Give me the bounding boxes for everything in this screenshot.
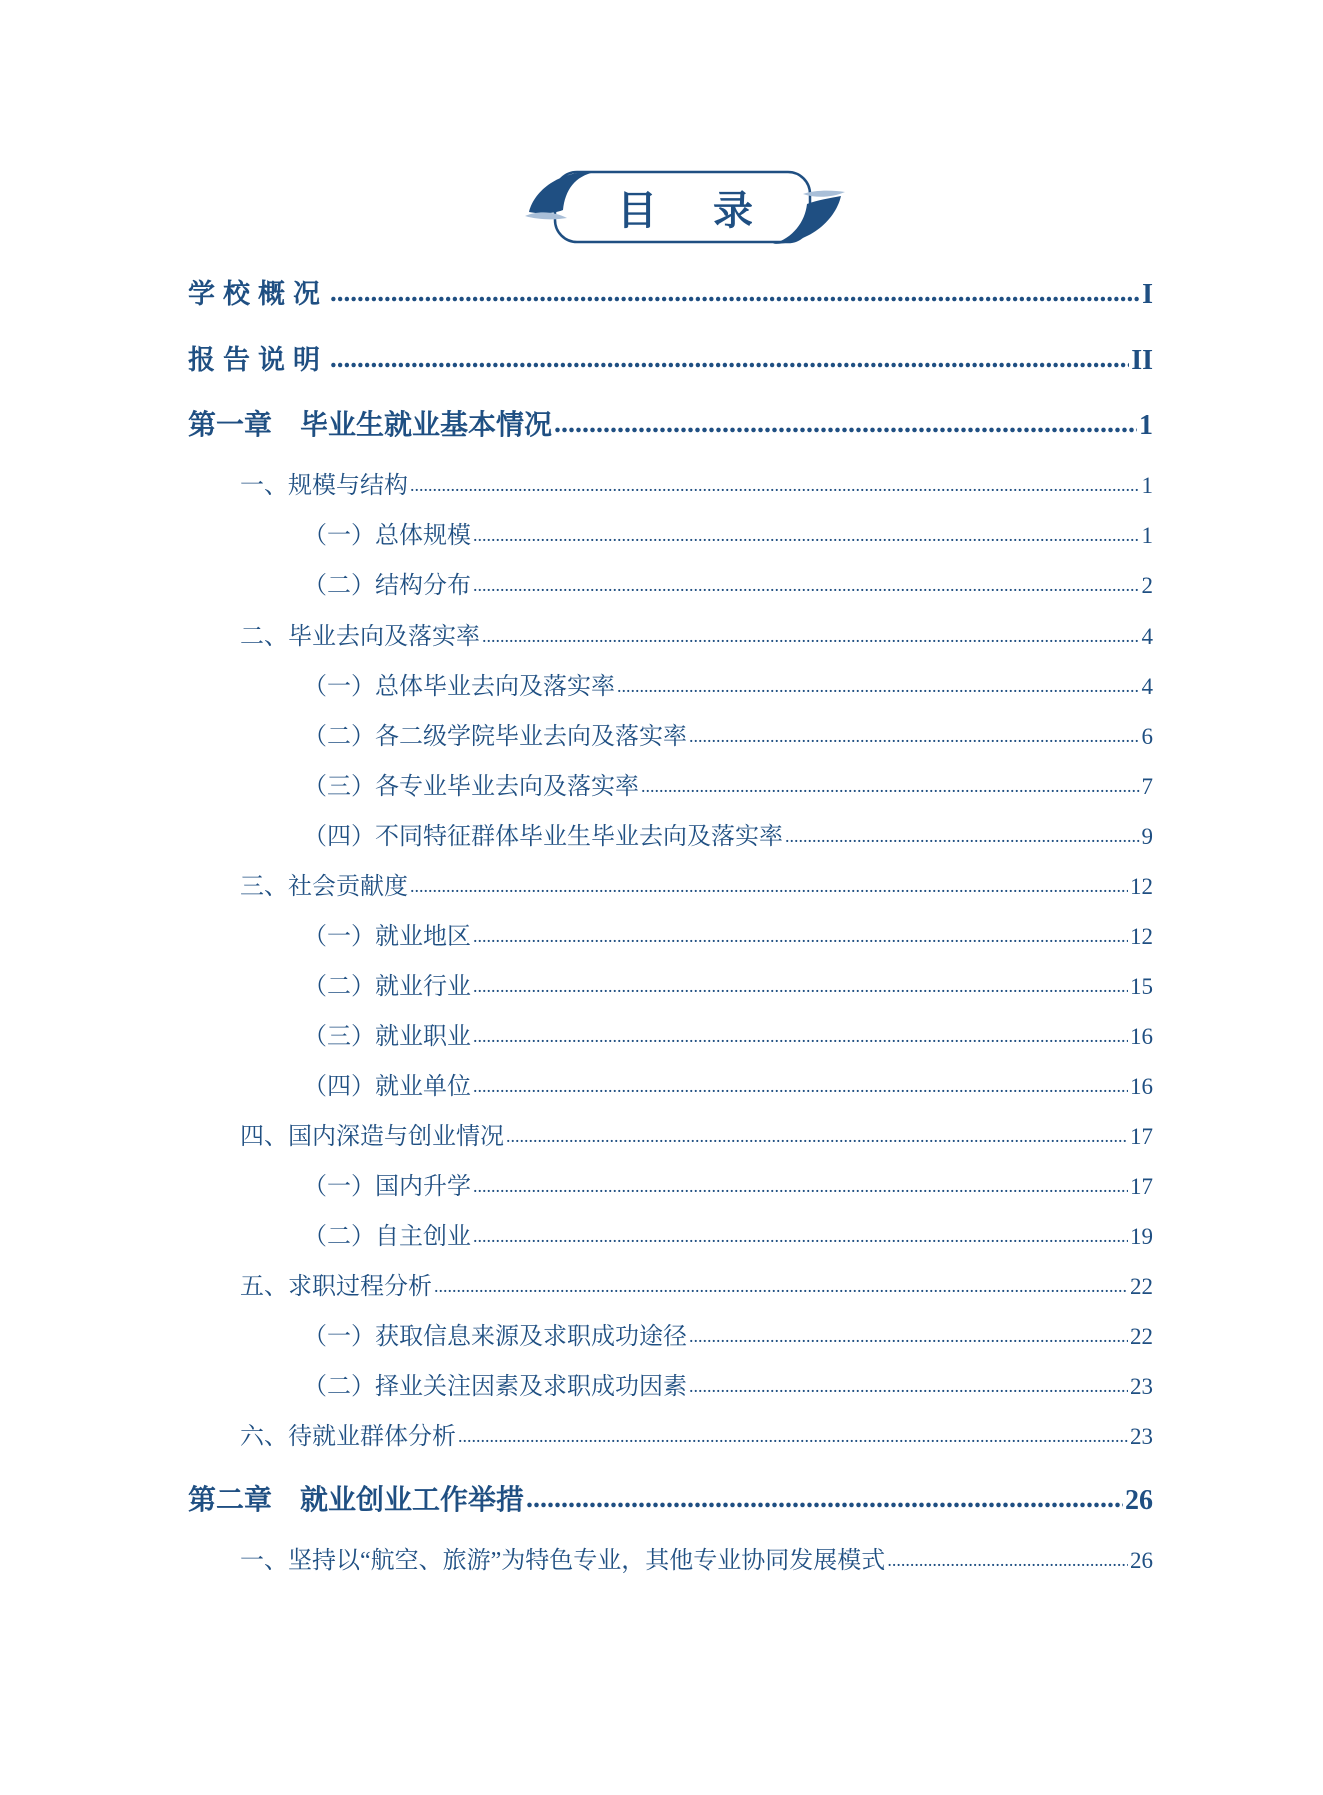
toc-dot-leader bbox=[458, 1426, 1128, 1447]
toc-entry-page: I bbox=[1142, 279, 1153, 310]
toc-entry[interactable] bbox=[303, 916, 1153, 951]
toc-dot-leader bbox=[473, 1176, 1128, 1197]
toc-entry-label: （三）各专业毕业去向及落实率 bbox=[303, 774, 639, 800]
toc-entry-label: （二）择业关注因素及求职成功因素 bbox=[303, 1374, 687, 1400]
toc-entry[interactable] bbox=[240, 1116, 1153, 1151]
toc-entry[interactable] bbox=[303, 1366, 1153, 1401]
toc-entry-page: 17 bbox=[1130, 1124, 1153, 1149]
toc-dot-leader bbox=[473, 1026, 1128, 1047]
toc-entry-label: （二）各二级学院毕业去向及落实率 bbox=[303, 724, 687, 750]
toc-entry-label: （二）结构分布 bbox=[303, 573, 471, 599]
toc-entry-label: 一、坚持以“航空、旅游”为特色专业，其他专业协同发展模式 bbox=[240, 1548, 886, 1574]
toc-dot-leader bbox=[434, 1276, 1128, 1297]
toc-entry-page: 23 bbox=[1130, 1374, 1153, 1399]
toc-entry[interactable] bbox=[240, 465, 1153, 500]
toc-entry-page: 7 bbox=[1141, 774, 1153, 799]
toc-entry-label: （三）就业职业 bbox=[303, 1024, 471, 1050]
toc-dot-leader bbox=[473, 525, 1140, 546]
toc-entry-label: （一）总体毕业去向及落实率 bbox=[303, 674, 615, 700]
toc-dot-leader bbox=[330, 343, 1129, 374]
toc-entry-page: 23 bbox=[1130, 1424, 1153, 1449]
toc-entry[interactable] bbox=[240, 1266, 1153, 1301]
toc-dot-leader bbox=[689, 1326, 1128, 1347]
toc-entry-label: （二）就业行业 bbox=[303, 974, 471, 1000]
toc-dot-leader bbox=[473, 976, 1128, 997]
toc-entry[interactable] bbox=[188, 272, 1153, 311]
toc-dot-leader bbox=[526, 1483, 1123, 1515]
toc-entry-page: 4 bbox=[1141, 624, 1153, 649]
toc-entry-label: 六、待就业群体分析 bbox=[240, 1424, 456, 1450]
toc-entry-label: 第一章 毕业生就业基本情况 bbox=[188, 410, 553, 441]
toc-entry-label: （四）不同特征群体毕业生毕业去向及落实率 bbox=[303, 824, 783, 850]
toc-entry-label: 四、国内深造与创业情况 bbox=[240, 1124, 504, 1150]
toc-entry-page: 16 bbox=[1130, 1074, 1153, 1099]
toc-title-banner bbox=[525, 160, 845, 255]
toc-entry[interactable] bbox=[303, 1216, 1153, 1251]
toc-entry-label: （一）总体规模 bbox=[303, 523, 471, 549]
toc-dot-leader bbox=[641, 776, 1140, 797]
toc-entry-label: 第二章 就业创业工作举措 bbox=[188, 1485, 525, 1516]
toc-entry-label: 一、规模与结构 bbox=[240, 473, 408, 499]
toc-entry-page: 2 bbox=[1141, 573, 1153, 598]
toc-entry-page: 17 bbox=[1130, 1174, 1153, 1199]
toc-entry-page: 26 bbox=[1130, 1548, 1153, 1573]
toc-entry-page: 4 bbox=[1141, 674, 1153, 699]
toc-dot-leader bbox=[689, 726, 1140, 747]
toc-entry[interactable] bbox=[188, 1478, 1153, 1518]
toc-entry-label: 五、求职过程分析 bbox=[240, 1274, 432, 1300]
toc-dot-leader bbox=[410, 475, 1140, 496]
toc-entry-label: 报告说明 bbox=[188, 345, 328, 376]
toc-entry-label: 学校概况 bbox=[188, 279, 328, 310]
toc-entry[interactable] bbox=[303, 716, 1153, 751]
toc-dot-leader bbox=[473, 1226, 1128, 1247]
toc-entry[interactable] bbox=[303, 565, 1153, 600]
toc-dot-leader bbox=[410, 876, 1128, 897]
toc-entry-page: 22 bbox=[1130, 1274, 1153, 1299]
toc-entry-page: 12 bbox=[1130, 924, 1153, 949]
toc-dot-leader bbox=[473, 926, 1128, 947]
toc-entry[interactable] bbox=[188, 338, 1153, 377]
toc-entry[interactable] bbox=[303, 766, 1153, 801]
toc-dot-leader bbox=[554, 408, 1137, 440]
toc-entry[interactable] bbox=[303, 966, 1153, 1001]
toc-dot-leader bbox=[617, 676, 1140, 697]
toc-dot-leader bbox=[473, 1076, 1128, 1097]
toc-entry-page: 15 bbox=[1130, 974, 1153, 999]
toc-dot-leader bbox=[482, 626, 1140, 647]
toc-entry[interactable] bbox=[303, 1016, 1153, 1051]
toc-entry[interactable] bbox=[188, 403, 1153, 443]
toc-entry-label: （一）就业地区 bbox=[303, 924, 471, 950]
toc-entry[interactable] bbox=[303, 816, 1153, 851]
toc-entry-page: II bbox=[1131, 345, 1153, 376]
toc-dot-leader bbox=[473, 575, 1140, 596]
toc-entry-label: （四）就业单位 bbox=[303, 1074, 471, 1100]
toc-dot-leader bbox=[785, 826, 1140, 847]
toc-entry-label: 二、毕业去向及落实率 bbox=[240, 624, 480, 650]
toc-dot-leader bbox=[506, 1126, 1128, 1147]
toc-entry[interactable] bbox=[303, 515, 1153, 550]
toc-entry-page: 12 bbox=[1130, 874, 1153, 899]
page-title: 目录 bbox=[617, 188, 809, 234]
toc-entry-label: （二）自主创业 bbox=[303, 1224, 471, 1250]
toc-entry-label: 三、社会贡献度 bbox=[240, 874, 408, 900]
toc-entry[interactable] bbox=[240, 1540, 1153, 1575]
toc-dot-leader bbox=[330, 277, 1140, 308]
toc-entry-label: （一）国内升学 bbox=[303, 1174, 471, 1200]
toc-entry[interactable] bbox=[240, 866, 1153, 901]
toc-entry-page: 26 bbox=[1125, 1485, 1153, 1516]
toc-entry[interactable] bbox=[303, 1316, 1153, 1351]
toc-entry-page: 6 bbox=[1141, 724, 1153, 749]
toc-entry-page: 22 bbox=[1130, 1324, 1153, 1349]
toc-entry-page: 19 bbox=[1130, 1224, 1153, 1249]
toc-entry[interactable] bbox=[303, 1066, 1153, 1101]
toc-entry-page: 1 bbox=[1139, 410, 1153, 441]
toc-entry-label: （一）获取信息来源及求职成功途径 bbox=[303, 1324, 687, 1350]
toc-entry[interactable] bbox=[303, 666, 1153, 701]
toc-entry-page: 9 bbox=[1141, 824, 1153, 849]
toc-entry-page: 16 bbox=[1130, 1024, 1153, 1049]
toc-dot-leader bbox=[887, 1550, 1128, 1571]
toc-dot-leader bbox=[689, 1376, 1128, 1397]
toc-entry-page: 1 bbox=[1141, 523, 1153, 548]
toc-entry[interactable] bbox=[240, 616, 1153, 651]
toc-entry[interactable] bbox=[303, 1166, 1153, 1201]
toc-entry[interactable] bbox=[240, 1416, 1153, 1451]
toc-entry-page: 1 bbox=[1141, 473, 1153, 498]
